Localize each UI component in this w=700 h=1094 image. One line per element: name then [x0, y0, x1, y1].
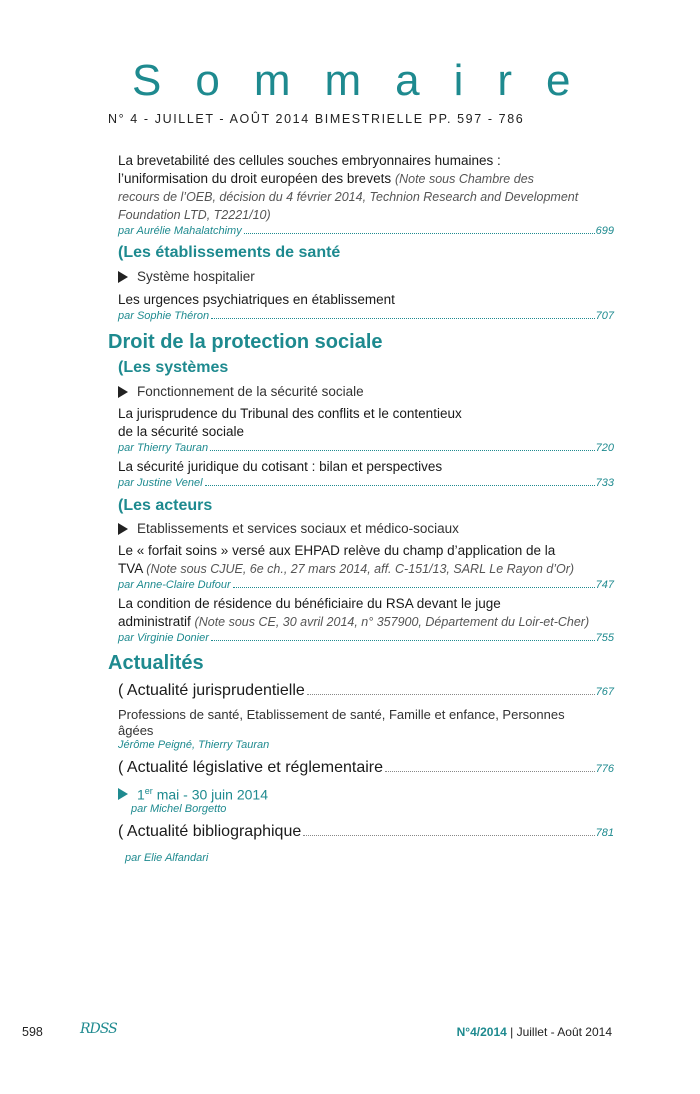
entry-title: Les urgences psychiatriques en établissement: [118, 292, 395, 307]
entry-page: 747: [595, 579, 614, 591]
entry-author: par Elie Alfandari: [125, 852, 209, 864]
leader-dots: [303, 835, 594, 836]
entry-page: 755: [595, 632, 614, 644]
footer-separator: |: [506, 1025, 517, 1039]
toc-entry-securite-juridique: [118, 458, 614, 489]
entry-author-line: [118, 225, 614, 237]
entry-page: 767: [595, 686, 614, 698]
entry-author: par Aurélie Mahalatchimy: [118, 225, 242, 237]
leader-dots: [211, 318, 595, 319]
rubric-systeme-hospitalier: Système hospitalier: [118, 269, 255, 284]
entry-author: par Thierry Tauran: [118, 442, 209, 454]
entry-author-line: [118, 477, 614, 489]
rubric-etablissements-services: Etablissements et services sociaux et médico-sociaux: [118, 521, 459, 536]
leader-dots: [211, 640, 595, 641]
toc-entry-actualite-jurisprudentielle: [118, 682, 614, 700]
triangle-bullet-icon: [118, 271, 128, 283]
rubric-period: [118, 786, 268, 803]
entry-author: par Anne-Claire Dufour: [118, 579, 231, 591]
period-text: 1er mai - 30 juin 2014: [137, 786, 268, 803]
entry-title: La condition de résidence du bénéficiaire du RSA devant le juge administratif (Note sous CE, 30 avril 2014, n° 357900, Département du Loir-et-Cher): [118, 596, 590, 629]
entry-author: par Michel Borgetto: [131, 803, 227, 815]
page-title: Sommaire: [132, 56, 605, 105]
entry-page: 781: [595, 827, 614, 839]
entry-description: Professions de santé, Etablissement de santé, Famille et enfance, Personnes âgées: [118, 707, 565, 738]
leader-dots: [385, 771, 595, 772]
entry-author: Jérôme Peigné, Thierry Tauran: [118, 739, 270, 751]
triangle-bullet-icon: [118, 788, 128, 800]
issue-subtitle: N° 4 - JUILLET - AOÛT 2014 BIMESTRIELLE PP. 597 - 786: [108, 112, 525, 126]
triangle-bullet-icon: [118, 523, 128, 535]
entry-page: 776: [595, 763, 614, 775]
entry-page: 699: [595, 225, 614, 237]
leader-dots: [210, 450, 595, 451]
entry-author-line: [118, 632, 614, 644]
entry-author: par Virginie Donier: [118, 632, 209, 644]
rubric-securite-sociale: Fonctionnement de la sécurité sociale: [118, 384, 364, 399]
subsection-acteurs: (Les acteurs: [118, 497, 213, 514]
entry-author-line: [118, 442, 614, 454]
subsection-etablissements: (Les établissements de santé: [118, 244, 341, 261]
leader-dots: [205, 485, 595, 486]
entry-title: Le « forfait soins » versé aux EHPAD relève du champ d’application de la TVA (Note sous CJUE, 6e ch., 27 mars 2014, aff. C-151/13, SARL Le Rayon d’Or): [118, 543, 575, 576]
entry-author: par Justine Venel: [118, 477, 203, 489]
entry-page: 733: [595, 477, 614, 489]
section-actualites: Actualités: [108, 652, 204, 674]
entry-title: La sécurité juridique du cotisant : bilan et perspectives: [118, 459, 443, 474]
toc-entry-urgences: [118, 291, 614, 322]
toc-entry-brevetabilite: [118, 152, 614, 237]
footer-issue: N°4/2014: [456, 1025, 507, 1039]
section-protection-sociale: Droit de la protection sociale: [108, 331, 383, 353]
toc-entry-actualite-legislative: [118, 759, 614, 777]
rdss-logo: RDSS: [80, 1021, 117, 1037]
leader-dots: [244, 233, 595, 234]
entry-author-line: [118, 310, 614, 322]
entry-title: ( Actualité bibliographique: [118, 823, 302, 840]
entry-title: La brevetabilité des cellules souches embryonnaires humaines : l’uniformisation du droit européen des brevets (Note sous Chambre des recours de l’OEB, décision du 4 février 2014, Technion Research and Development Foundation LTD, T2221/10): [118, 153, 579, 222]
entry-title: La jurisprudence du Tribunal des conflits et le contentieux de la sécurité sociale: [118, 406, 462, 439]
toc-entry-rsa: [118, 595, 614, 644]
entry-page: 720: [595, 442, 614, 454]
leader-dots: [307, 694, 595, 695]
toc-entry-jurisprudence: [118, 405, 614, 454]
toc-entry-actualite-bibliographique: [118, 823, 614, 841]
entry-page: 707: [595, 310, 614, 322]
subsection-systemes: (Les systèmes: [118, 359, 229, 376]
toc-entry-forfait-soins: [118, 542, 614, 591]
footer-period: Juillet - Août 2014: [516, 1025, 612, 1039]
triangle-bullet-icon: [118, 386, 128, 398]
leader-dots: [233, 587, 595, 588]
footer-page-number: 598: [22, 1025, 43, 1039]
entry-author-line: [118, 579, 614, 591]
entry-author: par Sophie Théron: [118, 310, 210, 322]
entry-title: ( Actualité jurisprudentielle: [118, 682, 305, 699]
entry-title: ( Actualité législative et réglementaire: [118, 759, 384, 776]
footer-issue-info: [457, 1025, 612, 1039]
